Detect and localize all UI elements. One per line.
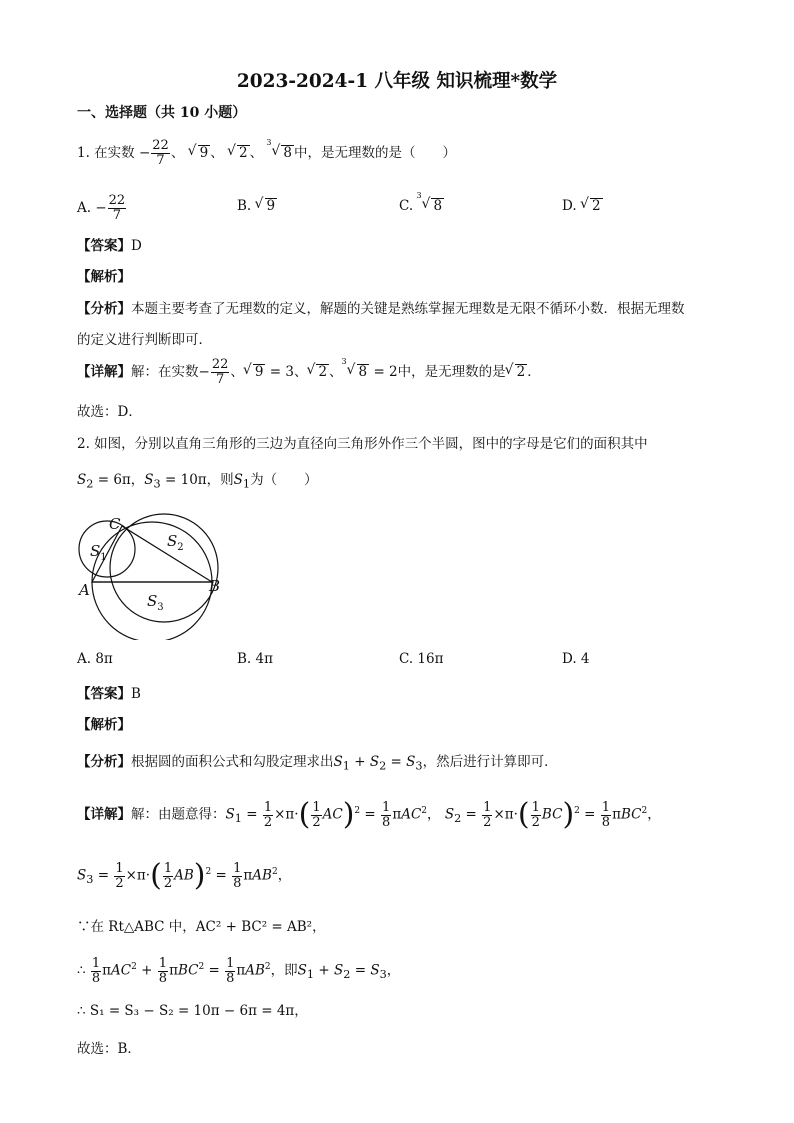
cbrt-8 bbox=[341, 357, 370, 380]
radicand: 8 bbox=[283, 145, 292, 161]
answer-tag: 【答案】 bbox=[77, 238, 131, 254]
frac-1-8: $\frac{1}{8}$ bbox=[233, 860, 242, 891]
s1-subscript: 1 bbox=[100, 552, 107, 563]
separator: 、 bbox=[249, 145, 264, 161]
fenxi-text-end: ，然后进行计算即可． bbox=[422, 754, 558, 770]
q2-option-a: A. 8π bbox=[77, 651, 113, 667]
sqrt-2: √ 2 bbox=[515, 364, 528, 380]
period: ． bbox=[527, 364, 541, 380]
frac-denominator: 7 bbox=[156, 153, 165, 168]
q2-detail-line2: $S_3$ = $\frac{1}{2}$ ×π·( $\frac{1}{2}$ AB)$^2$ = $\frac{1}{8}$ πAB$^2$， bbox=[77, 858, 292, 893]
separator: 、 bbox=[230, 364, 244, 380]
q1-option-b bbox=[237, 198, 277, 214]
option-label: D. bbox=[562, 198, 577, 214]
detail-text: 解：在实数 bbox=[131, 364, 199, 380]
stem-ask: 为（ ） bbox=[250, 472, 318, 488]
q2-option-d: D. 4 bbox=[562, 651, 590, 667]
sqrt-2: √ 2 bbox=[237, 145, 250, 161]
frac-numerator: 22 bbox=[152, 138, 169, 154]
q1-option-c bbox=[399, 191, 444, 214]
q2-therefore-line1: ∴ $\frac{1}{8}$ πAC$^2$ + $\frac{1}{8}$ πBC$^2$ = $\frac{1}{8}$ πAB$^2$，即$S_1 + S_2 = S_3$， bbox=[77, 955, 401, 986]
label-a: A bbox=[79, 581, 90, 599]
cbrt-8 bbox=[266, 138, 294, 161]
answer-value: D bbox=[131, 238, 142, 254]
semicircle-figure bbox=[70, 500, 230, 640]
frac-1-2: $\frac{1}{2}$ bbox=[531, 799, 540, 830]
sqrt-2: √ 2 bbox=[590, 198, 603, 214]
q2-detail-line1: 【详解】解：由题意得：$S_1$ = $\frac{1}{2}$ ×π·( $\frac{1}{2}$ AC)$^2$ = $\frac{1}{8}$ πAC$^2$， $S_2$ = $\frac{1}{2}$ ×π·( $\frac{1}{2}$ BC)$^2$ = $\frac{1}{8}$ πBC$^2$， bbox=[77, 797, 661, 832]
therefore-text: ，即 bbox=[270, 962, 298, 979]
detail-tag: 【详解】 bbox=[77, 806, 131, 823]
option-label: B. bbox=[237, 198, 252, 214]
s3-subscript: 3 bbox=[157, 602, 164, 613]
q1-option-a: A. − $\frac{22}{7}$ bbox=[77, 193, 126, 223]
fenxi-tag: 【分析】 bbox=[77, 301, 131, 317]
detail-text: 解：由题意得： bbox=[131, 806, 226, 823]
q1-fenxi-line1 bbox=[77, 297, 685, 317]
q1-stem-suffix: 中，是无理数的是（ ） bbox=[294, 145, 456, 161]
frac-1-8: $\frac{1}{8}$ bbox=[382, 799, 391, 830]
answer-tag: 【答案】 bbox=[77, 686, 131, 702]
q2-answer bbox=[77, 682, 141, 702]
frac-1-2: $\frac{1}{2}$ bbox=[312, 799, 321, 830]
frac-1-8: $\frac{1}{8}$ bbox=[226, 955, 235, 986]
q2-line-rt: ∵在 Rt△ABC 中，AC² + BC² = AB²， bbox=[77, 919, 326, 935]
q1-stem-prefix: 1. 在实数 bbox=[77, 145, 135, 161]
q2-stem-line2: $S_2 = 6\pi$，$S_3 = 10\pi$，则$S_1$为（ ） bbox=[77, 472, 318, 491]
s2-subscript: 2 bbox=[177, 542, 184, 553]
frac-1-2: $\frac{1}{2}$ bbox=[163, 860, 173, 891]
root-index: √ 3 bbox=[341, 357, 347, 366]
q1-fenxi-line2: 的定义进行判断即可． bbox=[77, 332, 212, 348]
q2-therefore-line2: ∴ S₁ = S₃ − S₂ = 10π − 6π = 4π， bbox=[77, 1003, 308, 1019]
q1-analysis-heading: 【解析】 bbox=[77, 269, 131, 285]
detail-eq2: = 2中，是无理数的是 bbox=[373, 364, 506, 380]
separator: 、 bbox=[210, 145, 224, 161]
detail-tag: 【详解】 bbox=[77, 364, 131, 380]
s2-letter: S bbox=[167, 532, 178, 550]
root-index: √ 3 bbox=[266, 138, 272, 147]
sqrt-9: √ 9 bbox=[265, 198, 278, 214]
label-c: C bbox=[109, 515, 121, 533]
separator: 、 bbox=[329, 364, 343, 380]
q2-option-c: C. 16π bbox=[399, 651, 444, 667]
option-label: A. bbox=[77, 200, 92, 216]
separator: 、 bbox=[170, 145, 185, 161]
frac-1-2: $\frac{1}{2}$ bbox=[263, 799, 273, 830]
label-s1 bbox=[90, 542, 107, 563]
circle-ab bbox=[92, 522, 212, 640]
fenxi-text: 根据圆的面积公式和勾股定理求出 bbox=[131, 754, 334, 770]
sqrt-9: √ 9 bbox=[253, 364, 266, 380]
s3-letter: S bbox=[147, 592, 158, 610]
sqrt-2: √ 2 bbox=[316, 364, 329, 380]
frac-1-8: $\frac{1}{8}$ bbox=[91, 955, 101, 986]
section-heading: 一、选择题（共 10 小题） bbox=[77, 105, 247, 121]
stem-s3-value: = 10π，则 bbox=[165, 472, 234, 488]
stem-s2-value: = 6π， bbox=[97, 472, 145, 488]
detail-eq1: = 3、 bbox=[269, 364, 308, 380]
label-s2 bbox=[167, 532, 184, 553]
frac-1-8: $\frac{1}{8}$ bbox=[601, 799, 611, 830]
root-index: √ 3 bbox=[416, 191, 422, 200]
sqrt-9: √ 9 bbox=[198, 145, 211, 161]
frac-1-2: $\frac{1}{2}$ bbox=[483, 799, 492, 830]
q1-option-d bbox=[562, 198, 603, 214]
radicand: 8 bbox=[358, 364, 368, 380]
q1-option-a-fraction bbox=[108, 194, 127, 222]
frac-denominator: 7 bbox=[215, 372, 225, 387]
fenxi-text: 本题主要考查了无理数的定义，解题的关键是熟练掌握无理数是无限不循环小数．根据无理数 bbox=[131, 301, 685, 317]
radicand: 8 bbox=[433, 198, 443, 214]
detail-fraction bbox=[211, 358, 230, 386]
q2-analysis-heading: 【解析】 bbox=[77, 717, 131, 733]
page-title: 2023-2024-1 八年级 知识梳理*数学 bbox=[236, 71, 558, 92]
q1-answer bbox=[77, 234, 142, 254]
answer-value: B bbox=[131, 686, 141, 702]
q2-stem-line1: 2. 如图，分别以直角三角形的三边为直径向三角形外作三个半圆，图中的字母是它们的面积其中 bbox=[77, 436, 648, 452]
frac-numerator: 22 bbox=[108, 193, 126, 209]
cbrt-8 bbox=[416, 191, 444, 214]
q2-fenxi: 【分析】根据圆的面积公式和勾股定理求出$S_1 + S_2 = S_3$，然后进行计算即可． bbox=[77, 754, 558, 773]
label-s3 bbox=[147, 592, 164, 613]
circle-bc bbox=[110, 514, 221, 622]
frac-numerator: 22 bbox=[211, 357, 229, 373]
q2-choose: 故选：B． bbox=[77, 1041, 141, 1057]
q1-fraction bbox=[151, 139, 170, 167]
var-s: S bbox=[77, 472, 87, 488]
s1-letter: S bbox=[90, 542, 101, 560]
q1-detail: 【详解】解：在实数− $\frac{22}{7}$ 、√ 9 = 3、√ 2 、 √ 3 8 = 2中，是无理数的是√ 2 ． bbox=[77, 352, 541, 392]
frac-1-8: $\frac{1}{8}$ bbox=[158, 955, 168, 986]
frac-denominator: 7 bbox=[112, 208, 122, 223]
frac-1-2: $\frac{1}{2}$ bbox=[115, 860, 124, 891]
fenxi-tag: 【分析】 bbox=[77, 754, 131, 770]
q2-option-b: B. 4π bbox=[237, 651, 273, 667]
q1-stem: 1. 在实数 − $\frac{22}{7}$ 、 √ 9 、 √ 2 、 √ 3 8 中，是无理数的是（ ） bbox=[77, 133, 456, 173]
label-b: B bbox=[209, 577, 221, 595]
q1-choose: 故选：D． bbox=[77, 404, 142, 420]
option-label: C. bbox=[399, 198, 414, 214]
